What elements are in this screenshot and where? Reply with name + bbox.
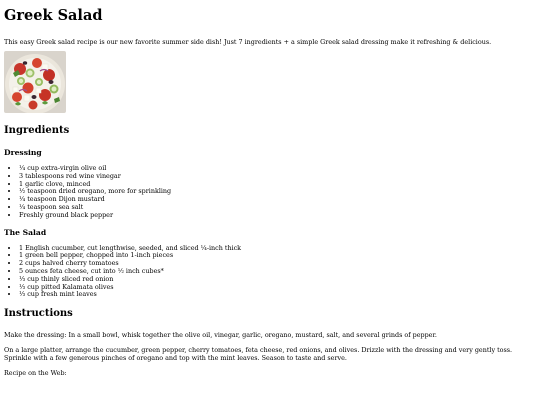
list-item: • 1 English cucumber, cut lengthwise, seeded, and sliced ¼-inch thick [19,245,536,253]
list-item: • ⅓ cup fresh mint leaves [19,291,536,299]
list-item: • 1 green bell pepper, chopped into 1-inch pieces [19,252,536,260]
instruction-step: Make the dressing: In a small bowl, whisk together the olive oil, vinegar, garlic, oregano, mustard, salt, and several grinds of pepper. [4,331,437,340]
dressing-ingredient-list [4,165,536,220]
list-item: • ⅓ cup pitted Kalamata olives [19,284,536,292]
salad-heading: The Salad [4,227,47,237]
list-item: • 2 cups halved cherry tomatoes [19,260,536,268]
dressing-heading: Dressing [4,148,42,157]
salad-photo [4,51,66,113]
list-item: • 3 tablespoons red wine vinegar [19,173,536,181]
instruction-step: On a large platter, arrange the cucumber, green pepper, cherry tomatoes, feta cheese, red onions, and olives. Drizzle with the dressing and very gently toss. Sprinkle with a few generous pinches of oregano and top with the mint leaves. Season to taste and serve. [4,346,513,363]
list-item: • ¼ teaspoon Dijon mustard [19,196,536,204]
recipe-source-label: Recipe on the Web: [4,369,67,378]
list-item: • 1 garlic clove, minced [19,181,536,189]
instructions-heading: Instructions [4,308,73,320]
salad-ingredient-list [4,245,536,300]
page-title: Greek Salad [4,7,103,24]
list-item: • ½ teaspoon dried oregano, more for sprinkling [19,188,536,196]
list-item: • Freshly ground black pepper [19,212,536,220]
list-item: • 5 ounces feta cheese, cut into ½ inch cubes* [19,268,536,276]
ingredients-heading: Ingredients [4,125,70,136]
list-item: • ¼ cup extra-virgin olive oil [19,165,536,173]
list-item: • ⅓ cup thinly sliced red onion [19,276,536,284]
list-item: • ¼ teaspoon sea salt [19,204,536,212]
recipe-intro: This easy Greek salad recipe is our new favorite summer side dish! Just 7 ingredients + a simple Greek salad dressing make it refreshing & delicious. [4,38,492,46]
